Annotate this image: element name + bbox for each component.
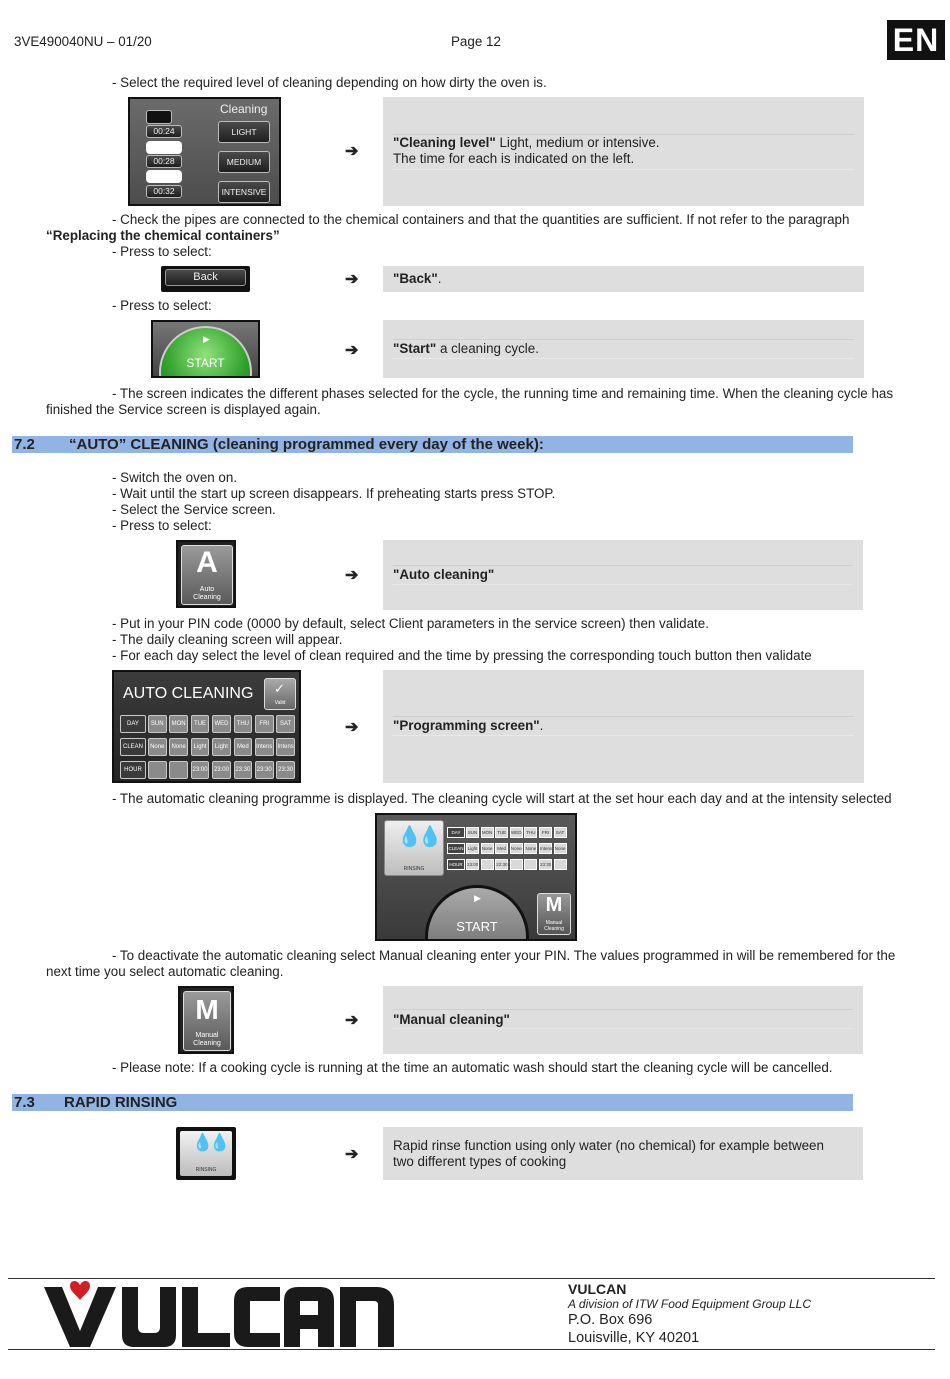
schedule-cell-clean[interactable]: Med bbox=[234, 738, 253, 756]
auto-letter-icon: A bbox=[196, 546, 218, 579]
service-schedule-cell-hour bbox=[524, 859, 537, 870]
schedule-cell-clean[interactable]: Intens bbox=[255, 738, 274, 756]
service-schedule-cell-clean: None bbox=[481, 843, 494, 854]
instruction-press-select: - Press to select: bbox=[112, 298, 212, 313]
step-item: - Select the Service screen. bbox=[112, 502, 276, 517]
section-title: RAPID RINSING bbox=[64, 1094, 178, 1111]
description-text: "Programming screen". bbox=[393, 718, 544, 733]
description-text: "Manual cleaning" bbox=[393, 1012, 510, 1027]
start-button-label: START bbox=[186, 356, 225, 370]
checkmark-icon: ✓ bbox=[274, 681, 285, 696]
water-drops-icon: 💧💧 bbox=[397, 826, 439, 848]
language-badge: EN bbox=[887, 20, 945, 60]
time-slot-blank bbox=[146, 170, 182, 183]
back-button-screen bbox=[161, 266, 250, 292]
service-schedule-cell-clean: None bbox=[510, 843, 523, 854]
schedule-cell-days[interactable]: SAT bbox=[276, 715, 295, 733]
company-division: A division of ITW Food Equipment Group LLC bbox=[568, 1297, 811, 1311]
step-item: - The daily cleaning screen will appear. bbox=[112, 632, 343, 647]
arrow-icon: ➔ bbox=[345, 143, 359, 160]
schedule-cell-clean[interactable]: Intens bbox=[276, 738, 295, 756]
paragraph-phases: finished the Service screen is displayed again. bbox=[46, 402, 321, 417]
schedule-cell-hour[interactable]: 23:00 bbox=[191, 761, 210, 779]
paragraph-deactivate: - To deactivate the automatic cleaning select Manual cleaning enter your PIN. The values programmed in will be remembered for the bbox=[112, 948, 896, 963]
schedule-cell-hour[interactable] bbox=[148, 761, 167, 779]
section-title: “AUTO” CLEANING (cleaning programmed every day of the week): bbox=[69, 436, 544, 453]
service-schedule-cell-days: DAY bbox=[447, 827, 465, 838]
instruction-select-level: - Select the required level of cleaning depending on how dirty the oven is. bbox=[112, 75, 547, 90]
water-drops-icon: 💧💧 bbox=[192, 1133, 227, 1152]
description-text: "Start" a cleaning cycle. bbox=[393, 341, 539, 356]
service-schedule-cell-days: TUE bbox=[495, 827, 508, 838]
page-number: Page 12 bbox=[451, 34, 501, 49]
description-box-rinse bbox=[383, 1127, 863, 1180]
rapid-rinsing-button-screen bbox=[176, 1127, 236, 1180]
schedule-cell-clean[interactable]: Light bbox=[191, 738, 210, 756]
start-button-label: START bbox=[456, 919, 498, 934]
schedule-cell-hour[interactable]: 23:30 bbox=[234, 761, 253, 779]
description-box-auto bbox=[383, 540, 863, 610]
vulcan-logo bbox=[44, 1279, 396, 1349]
manual-button-label: Manual Cleaning bbox=[193, 1032, 221, 1047]
service-schedule-cell-hour: 23:00 bbox=[466, 859, 479, 870]
schedule-cell-days[interactable]: FRI bbox=[255, 715, 274, 733]
arrow-icon: ➔ bbox=[345, 271, 359, 288]
cleaning-level-screen bbox=[128, 97, 281, 206]
schedule-cell-hour: HOUR bbox=[120, 761, 146, 779]
rapid-rinsing-button[interactable] bbox=[180, 1131, 232, 1176]
manual-button-label: Manual Cleaning bbox=[544, 920, 564, 932]
valid-button-label: Valid bbox=[274, 700, 286, 706]
service-schedule-cell-days: MON bbox=[481, 827, 494, 838]
paragraph-phases: - The screen indicates the different phases selected for the cycle, the running time and remaining time. When the cleaning cycle has bbox=[112, 386, 894, 401]
service-schedule-cell-days: THU bbox=[524, 827, 537, 838]
play-icon: ▶ bbox=[203, 334, 210, 344]
service-schedule-cell-hour bbox=[554, 859, 567, 870]
cleaning-screen-title: Cleaning bbox=[220, 102, 268, 116]
schedule-cell-days[interactable]: SUN bbox=[148, 715, 167, 733]
arrow-icon: ➔ bbox=[345, 1146, 359, 1163]
schedule-cell-hour[interactable] bbox=[169, 761, 188, 779]
rinsing-button[interactable] bbox=[384, 820, 444, 876]
description-text: The time for each is indicated on the left. bbox=[393, 151, 635, 166]
schedule-cell-days[interactable]: WED bbox=[212, 715, 231, 733]
step-item: - Wait until the start up screen disappears. If preheating starts press STOP. bbox=[112, 486, 556, 501]
paragraph-note: - Please note: If a cooking cycle is running at the time an automatic wash should start the cleaning cycle will be cancelled. bbox=[112, 1060, 833, 1075]
back-button[interactable]: Back bbox=[165, 269, 246, 286]
service-schedule-cell-days: WED bbox=[510, 827, 523, 838]
arrow-icon: ➔ bbox=[345, 342, 359, 359]
description-text: "Back". bbox=[393, 271, 442, 286]
auto-button-label: Auto Cleaning bbox=[193, 586, 221, 601]
paragraph-reference: “Replacing the chemical containers” bbox=[46, 228, 280, 243]
section-heading-7-2 bbox=[12, 436, 853, 453]
manual-cleaning-button[interactable] bbox=[183, 991, 231, 1051]
service-schedule-cell-days: FRI bbox=[539, 827, 552, 838]
schedule-cell-clean[interactable]: None bbox=[169, 738, 188, 756]
service-schedule-cell-hour: 23:30 bbox=[539, 859, 552, 870]
service-schedule-cell-hour: 22:30 bbox=[495, 859, 508, 870]
level-light-button[interactable]: LIGHT bbox=[218, 121, 270, 143]
schedule-cell-days[interactable]: THU bbox=[234, 715, 253, 733]
service-schedule-cell-clean: Light bbox=[466, 843, 479, 854]
company-address-line1: P.O. Box 696 bbox=[568, 1312, 653, 1328]
rinsing-button-label: RINSING bbox=[195, 1167, 217, 1173]
paragraph-programme-displayed: - The automatic cleaning programme is displayed. The cleaning cycle will start at the set hour each day and at the intensity selected bbox=[112, 791, 892, 806]
service-schedule-cell-clean: Intens bbox=[539, 843, 552, 854]
service-schedule-cell-hour bbox=[481, 859, 494, 870]
description-box-manual bbox=[383, 986, 863, 1054]
section-number: 7.2 bbox=[14, 436, 35, 453]
service-schedule-cell-clean: Med bbox=[495, 843, 508, 854]
auto-cleaning-programming-screen bbox=[112, 670, 301, 783]
arrow-icon: ➔ bbox=[345, 1012, 359, 1029]
indicator-dark bbox=[146, 110, 172, 124]
auto-cleaning-button[interactable] bbox=[181, 545, 233, 605]
schedule-cell-clean: CLEAN bbox=[120, 738, 146, 756]
footer-divider-bottom bbox=[8, 1349, 935, 1350]
step-item: - Switch the oven on. bbox=[112, 470, 238, 485]
service-schedule-cell-clean: None bbox=[524, 843, 537, 854]
description-text: Rapid rinse function using only water (no chemical) for example between bbox=[393, 1138, 824, 1153]
service-schedule-cell-hour: HOUR bbox=[447, 859, 465, 870]
manual-cleaning-button[interactable] bbox=[537, 893, 571, 935]
document-reference: 3VE490040NU – 01/20 bbox=[14, 34, 152, 49]
programming-screen-title: AUTO CLEANING bbox=[123, 685, 254, 702]
schedule-cell-days[interactable]: MON bbox=[169, 715, 188, 733]
description-box-cleaning-level bbox=[383, 97, 864, 206]
time-intensive: 00:32 bbox=[146, 185, 182, 198]
arrow-icon: ➔ bbox=[345, 567, 359, 584]
service-screen bbox=[375, 813, 577, 941]
instruction-press-select: - Press to select: bbox=[112, 244, 212, 259]
description-box-programming bbox=[383, 670, 864, 783]
schedule-cell-hour[interactable]: 23:30 bbox=[255, 761, 274, 779]
schedule-cell-clean[interactable]: Light bbox=[212, 738, 231, 756]
manual-letter-icon: M bbox=[195, 994, 219, 1025]
company-name: VULCAN bbox=[568, 1281, 627, 1297]
time-medium: 00:28 bbox=[146, 155, 182, 168]
schedule-cell-clean[interactable]: None bbox=[148, 738, 167, 756]
step-item: - Press to select: bbox=[112, 518, 212, 533]
schedule-cell-days[interactable]: TUE bbox=[191, 715, 210, 733]
manual-cleaning-button-screen bbox=[178, 986, 234, 1054]
schedule-cell-days: DAY bbox=[120, 715, 146, 733]
arrow-icon: ➔ bbox=[345, 719, 359, 736]
company-address-line2: Louisville, KY 40201 bbox=[568, 1330, 700, 1346]
service-schedule-cell-days: SUN bbox=[466, 827, 479, 838]
service-schedule-cell-clean: CLEAN bbox=[447, 843, 465, 854]
auto-cleaning-button-screen bbox=[176, 540, 236, 608]
level-medium-button[interactable]: MEDIUM bbox=[218, 151, 270, 173]
time-light: 00:24 bbox=[146, 125, 182, 138]
description-box-back bbox=[383, 266, 864, 292]
section-number: 7.3 bbox=[14, 1094, 35, 1111]
paragraph-deactivate: next time you select automatic cleaning. bbox=[46, 964, 284, 979]
time-slot-blank bbox=[146, 141, 182, 154]
start-button-screen bbox=[151, 320, 260, 378]
service-schedule-cell-days: SAT bbox=[554, 827, 567, 838]
description-text: "Auto cleaning" bbox=[393, 567, 495, 582]
manual-letter-icon: M bbox=[545, 894, 563, 916]
description-text: "Cleaning level" Light, medium or intensive. bbox=[393, 135, 660, 150]
step-item: - Put in your PIN code (0000 by default, select Client parameters in the service screen) then validate. bbox=[112, 616, 709, 631]
description-box-start bbox=[383, 320, 864, 378]
level-intensive-button[interactable]: INTENSIVE bbox=[218, 181, 270, 203]
schedule-cell-hour[interactable]: 23:00 bbox=[212, 761, 231, 779]
section-heading-7-3 bbox=[12, 1094, 853, 1111]
service-schedule-cell-hour bbox=[510, 859, 523, 870]
vulcan-logo-graphic bbox=[44, 1279, 396, 1349]
rinsing-button-label: RINSING bbox=[403, 866, 425, 872]
instruction-check-pipes: - Check the pipes are connected to the chemical containers and that the quantities are sufficient. If not refer to the paragraph bbox=[112, 212, 850, 227]
valid-button[interactable] bbox=[264, 678, 296, 710]
description-text: two different types of cooking bbox=[393, 1154, 567, 1169]
step-item: - For each day select the level of clean required and the time by pressing the corresponding touch button then validate bbox=[112, 648, 812, 663]
service-schedule-cell-clean: None bbox=[554, 843, 567, 854]
schedule-cell-hour[interactable]: 23:30 bbox=[276, 761, 295, 779]
play-icon: ▶ bbox=[474, 893, 481, 903]
